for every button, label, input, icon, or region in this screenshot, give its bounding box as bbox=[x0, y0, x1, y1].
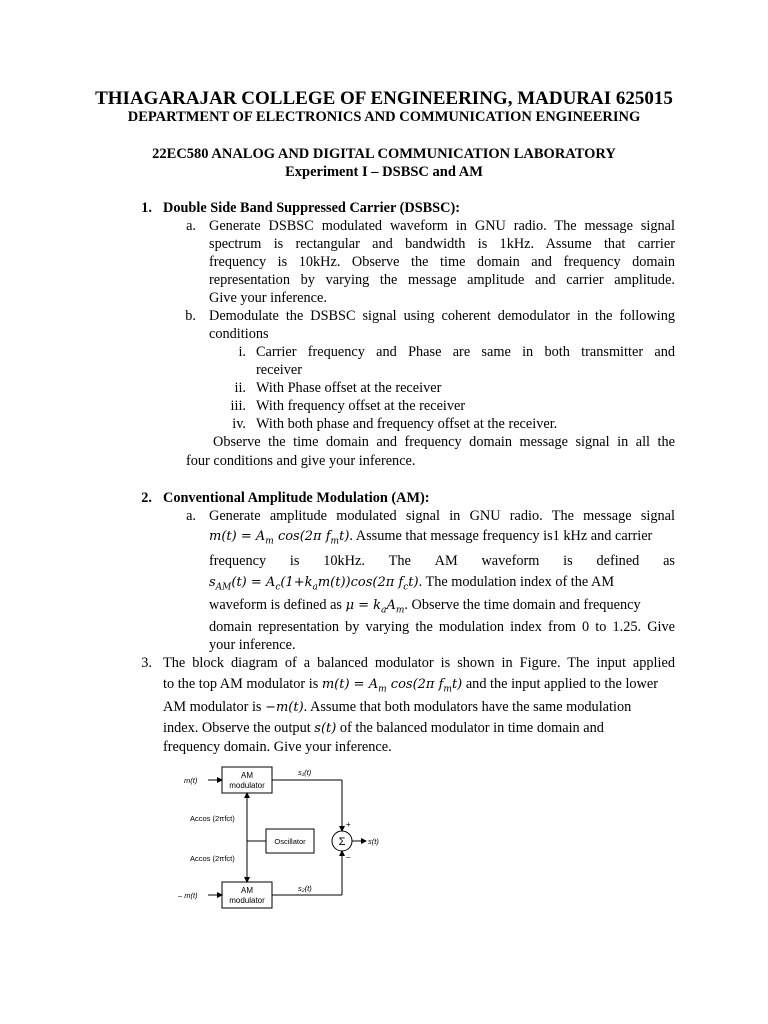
plus-sign: + bbox=[346, 820, 351, 829]
q1a-line: spectrum is rectangular and bandwidth is 1kHz. Assume that carrier bbox=[209, 236, 675, 252]
am-equation: $s_{AM}(t) = A_c(1+k_am(t))\cos(2\pi$ $f_ct$) bbox=[209, 575, 419, 593]
condition-text: With Phase offset at the receiver bbox=[256, 380, 442, 396]
q2-title: Conventional Amplitude Modulation (AM): bbox=[163, 490, 430, 506]
department-title: DEPARTMENT OF ELECTRONICS AND COMMUNICATION ENGINEERING bbox=[127, 109, 641, 125]
q3-message-equation: $m(t) = A_m$ cos(2π $f_mt$) bbox=[321, 677, 463, 695]
condition-text: Carrier frequency and Phase are same in both transmitter and bbox=[256, 344, 675, 360]
q2a-line-with-math: $s_{AM}(t) = A_c(1+k_am(t))\cos(2\pi$ $f_ct$). The modulation index of the AM bbox=[209, 574, 615, 593]
q3-line-with-math: index. Observe the output s(t) of the balanced modulator in time domain and bbox=[163, 720, 604, 736]
balanced-modulator-diagram bbox=[170, 760, 410, 915]
q2a-line-with-math: $m(t) = A_m$ cos(2π $f_mt$). Assume that message frequency is1 kHz and carrier bbox=[209, 528, 653, 547]
input-bottom-label: – m(t) bbox=[178, 891, 198, 900]
am-modulator-bottom-label: modulator bbox=[229, 896, 265, 905]
am-modulator-top-label: modulator bbox=[229, 781, 265, 790]
condition-text: receiver bbox=[256, 362, 303, 378]
experiment-title: Experiment I – DSBSC and AM bbox=[285, 164, 483, 180]
q3-line: frequency domain. Give your inference. bbox=[163, 739, 392, 755]
message-equation: $m(t) = A_m$ cos(2π $f_mt$) bbox=[209, 529, 350, 547]
q2a-line-spaced: frequency is 10kHz. The AM waveform is defined as bbox=[209, 553, 675, 569]
output-signal: s(t) bbox=[314, 721, 337, 736]
q1a-line: Give your inference. bbox=[209, 290, 327, 306]
q3-line: The block diagram of a balanced modulator is shown in Figure. The input applied bbox=[163, 655, 675, 671]
carrier-bottom-label: Aᴄcos (2πfᴄt) bbox=[190, 854, 235, 863]
input-top-label: m(t) bbox=[184, 776, 198, 785]
carrier-top-label: Aᴄcos (2πfᴄt) bbox=[190, 814, 235, 823]
q1a-line: frequency is 10kHz. Observe the time domain and frequency domain bbox=[209, 254, 675, 270]
sum-symbol: Σ bbox=[338, 836, 346, 848]
q1-observe-line: four conditions and give your inference. bbox=[186, 453, 416, 469]
oscillator-label: Oscillator bbox=[274, 837, 306, 846]
s1-label: s₁(t) bbox=[298, 768, 312, 777]
condition-marker: ii. bbox=[234, 380, 246, 396]
q3-line-with-math: AM modulator is −m(t). Assume that both modulators have the same modulation bbox=[163, 699, 632, 715]
am-modulator-bottom-label: AM bbox=[241, 886, 253, 895]
s2-label: s₂(t) bbox=[298, 884, 312, 893]
q2-number: 2. bbox=[141, 490, 152, 506]
q1b-line: Demodulate the DSBSC signal using coherent demodulator in the following bbox=[209, 308, 675, 324]
q2a-marker: a. bbox=[186, 508, 196, 524]
q2a-line: Generate amplitude modulated signal in GNU radio. The message signal bbox=[209, 508, 675, 524]
neg-message: −m(t) bbox=[265, 700, 304, 715]
am-modulator-top-label: AM bbox=[241, 771, 253, 780]
condition-marker: iv. bbox=[232, 416, 246, 432]
condition-text: With both phase and frequency offset at the receiver. bbox=[256, 416, 558, 432]
q1b-line: conditions bbox=[209, 326, 269, 342]
q1a-line: representation by varying the message amplitude and carrier amplitude. bbox=[209, 272, 675, 288]
mod-index-equation: $\mu = k_aA_m$ bbox=[345, 598, 405, 616]
minus-sign: − bbox=[346, 853, 351, 862]
condition-marker: iii. bbox=[230, 398, 246, 414]
course-title: 22EC580 ANALOG AND DIGITAL COMMUNICATION LABORATORY bbox=[152, 146, 616, 162]
q1a-line: Generate DSBSC modulated waveform in GNU radio. The message signal bbox=[209, 218, 675, 234]
q1a-marker: a. bbox=[186, 218, 196, 234]
q1-number: 1. bbox=[141, 200, 152, 216]
condition-text: With frequency offset at the receiver bbox=[256, 398, 466, 414]
q1b-marker: b. bbox=[185, 308, 196, 324]
q1-observe-line: Observe the time domain and frequency domain message signal in all the bbox=[213, 434, 675, 450]
college-title: THIAGARAJAR COLLEGE OF ENGINEERING, MADURAI 625015 bbox=[95, 88, 673, 109]
q2a-line: your inference. bbox=[209, 637, 296, 653]
q3-number: 3. bbox=[141, 655, 152, 671]
output-label: s(t) bbox=[368, 837, 379, 846]
q1-title: Double Side Band Suppressed Carrier (DSBSC): bbox=[163, 200, 460, 216]
condition-marker: i. bbox=[238, 344, 246, 360]
q3-line-with-math: to the top AM modulator is $m(t) = A_m$ cos(2π $f_mt$) and the input applied to the lower bbox=[163, 676, 658, 695]
q2a-line-with-math: waveform is defined as $\mu = k_aA_m$. Observe the time domain and frequency bbox=[209, 597, 641, 616]
q2a-line: domain representation by varying the modulation index from 0 to 1.25. Give bbox=[209, 619, 675, 635]
